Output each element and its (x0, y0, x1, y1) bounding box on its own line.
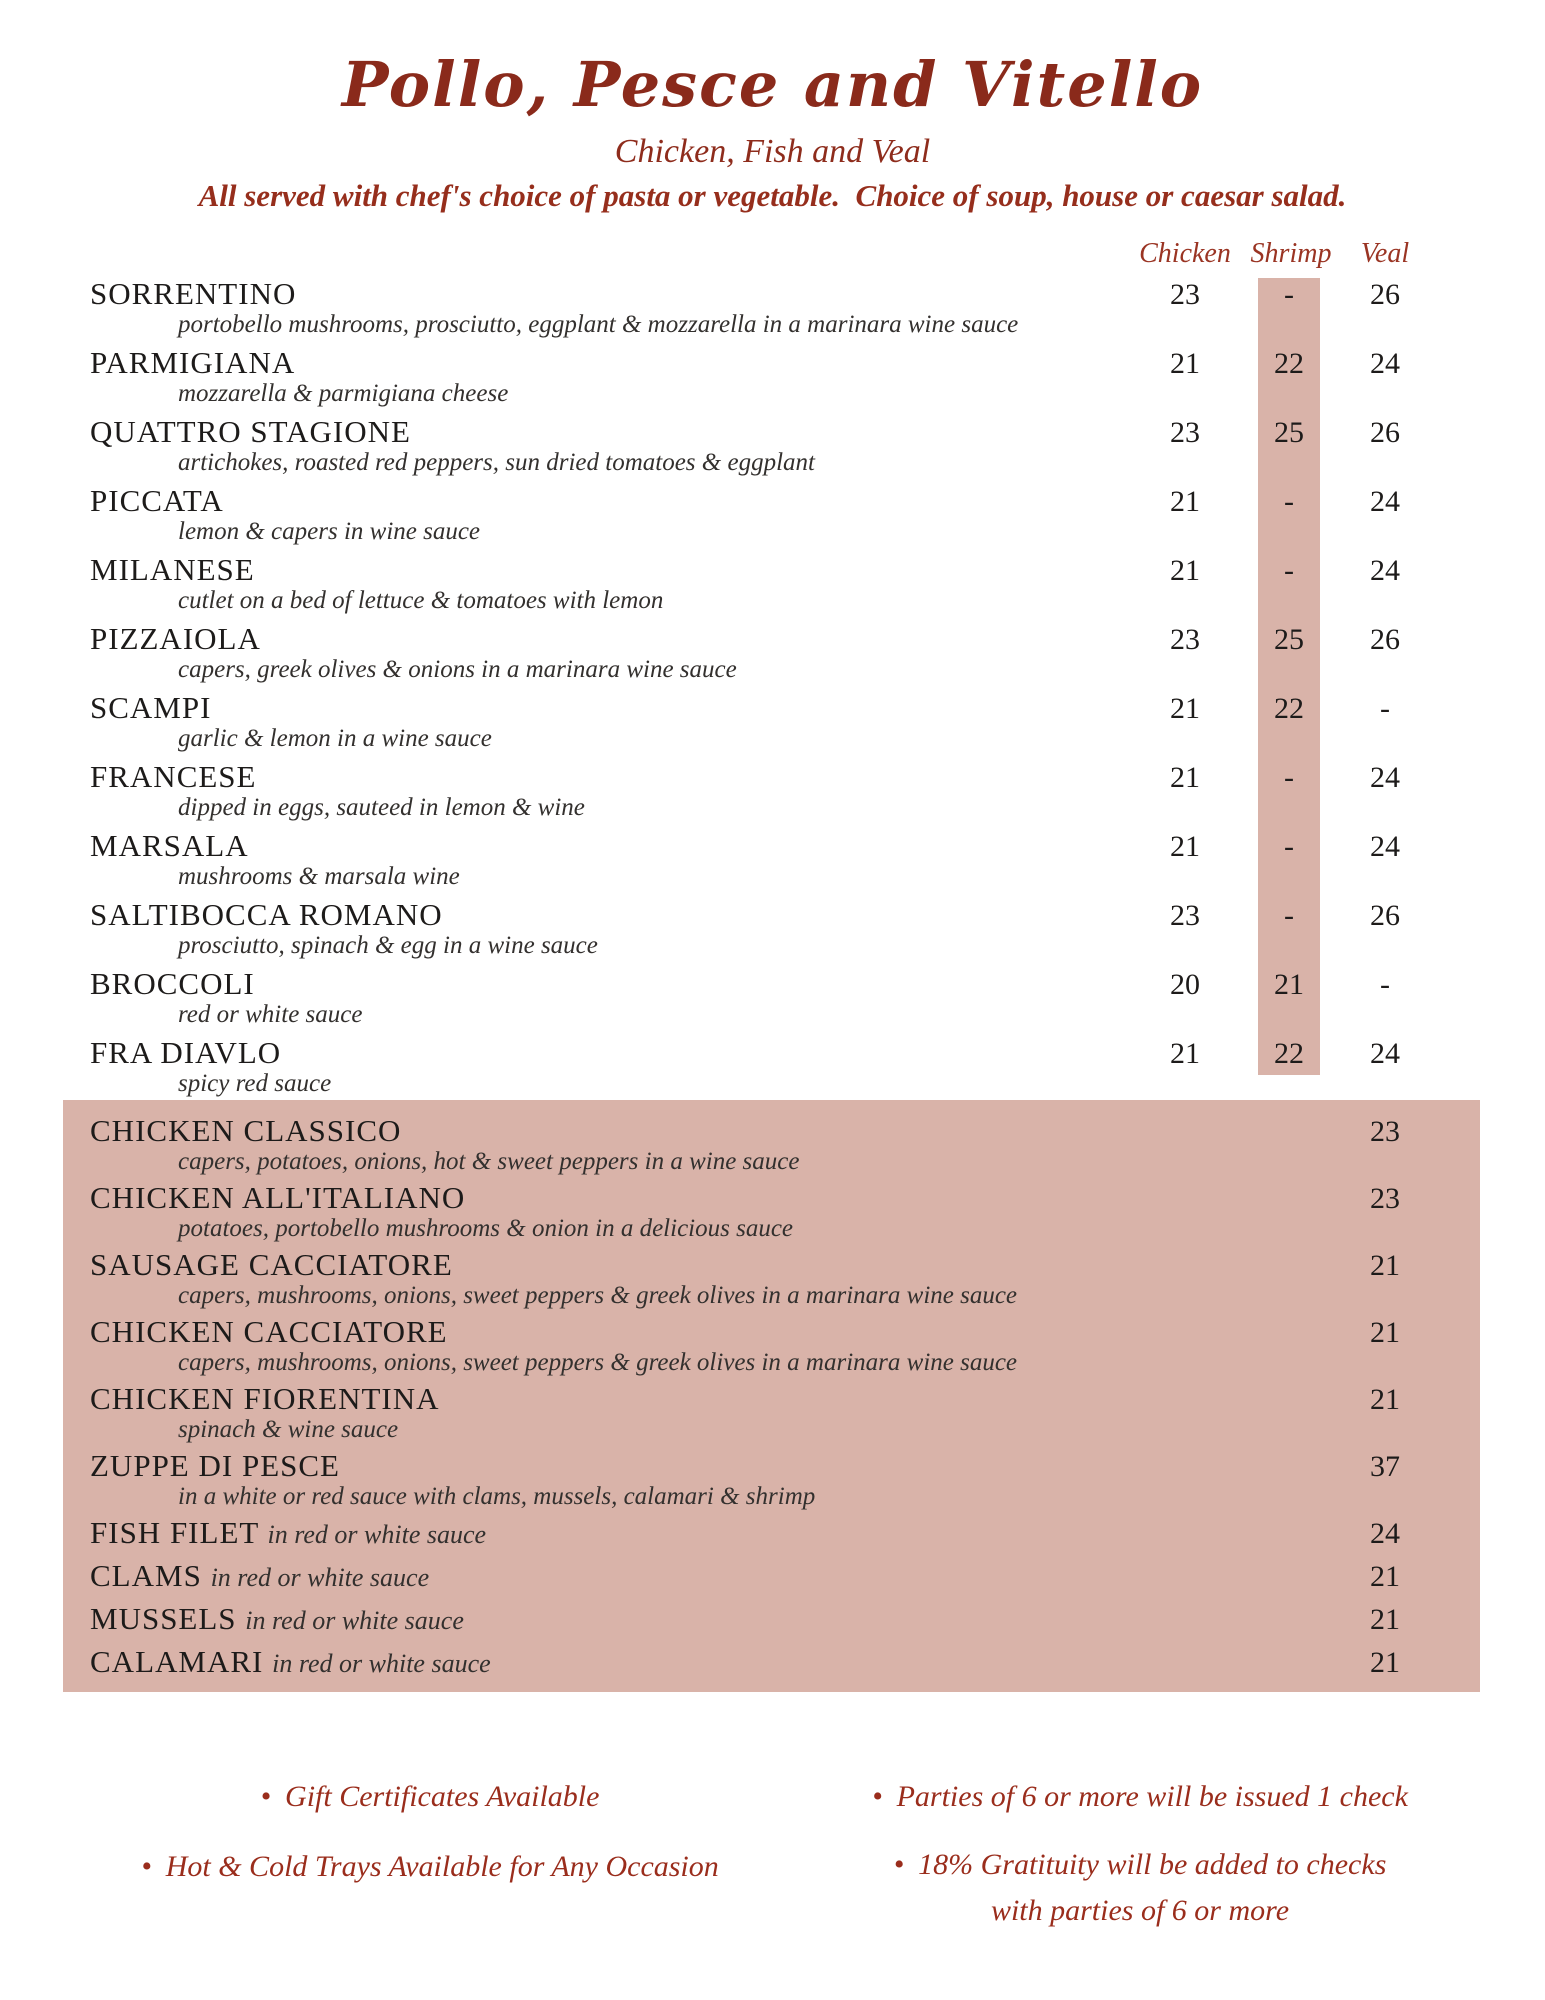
price-shrimp: - (1284, 278, 1294, 311)
page-title: Pollo, Pesce and Vitello (341, 48, 1204, 121)
menu-item (63, 1448, 1480, 1515)
menu-item (0, 1035, 1545, 1104)
price-chicken: 21 (1170, 485, 1200, 518)
menu-item (63, 1381, 1480, 1448)
price-shrimp: 25 (1274, 416, 1304, 449)
price-shrimp: - (1284, 554, 1294, 587)
price: 21 (1370, 1646, 1400, 1679)
price: 23 (1370, 1115, 1400, 1148)
bullet-icon: • (141, 1849, 152, 1883)
item-description: potatoes, portobello mushrooms & onion in a delicious sauce (178, 1215, 794, 1242)
item-description: in red or white sauce (245, 1606, 464, 1635)
menu-item (0, 483, 1545, 552)
price-veal: 24 (1370, 761, 1400, 794)
menu-item (0, 690, 1545, 759)
price: 21 (1370, 1383, 1400, 1416)
footer-note-text: 18% Gratituity will be added to checks with parties of 6 or more (918, 1847, 1387, 1927)
price: 37 (1370, 1450, 1400, 1483)
menu-item (0, 276, 1545, 345)
price-chicken: 23 (1170, 416, 1200, 449)
item-name: MARSALA (90, 828, 249, 863)
menu-item (63, 1247, 1480, 1314)
price-veal: 26 (1370, 899, 1400, 932)
menu-item (0, 414, 1545, 483)
menu-item (63, 1180, 1480, 1247)
bullet-icon: • (260, 1780, 272, 1813)
item-name: QUATTRO STAGIONE (90, 414, 411, 449)
item-name: FISH FILET (90, 1515, 259, 1550)
item-description: mozzarella & parmigiana cheese (178, 380, 509, 407)
item-name: SORRENTINO (90, 276, 297, 311)
page-subtitle: Chicken, Fish and Veal (614, 133, 931, 170)
footer-note (880, 1842, 1400, 1935)
column-header-shrimp: Shrimp (1250, 238, 1332, 269)
menu-item (63, 1113, 1480, 1180)
price: 21 (1370, 1560, 1400, 1593)
item-description: capers, mushrooms, onions, sweet peppers & greek olives in a marinara wine sauce (178, 1349, 1018, 1376)
page-tagline: All served with chef's choice of pasta or vegetable. Choice of soup, house or caesar salad. (198, 178, 1347, 213)
price-shrimp: - (1284, 830, 1294, 863)
price-veal: 24 (1370, 1037, 1400, 1070)
item-name: MILANESE (90, 552, 255, 587)
item-description: spinach & wine sauce (178, 1416, 399, 1443)
bullet-icon: • (872, 1780, 883, 1813)
item-name: FRANCESE (90, 759, 257, 794)
price-chicken: 23 (1170, 623, 1200, 656)
price-veal: 24 (1370, 347, 1400, 380)
price-shrimp: 22 (1274, 1037, 1304, 1070)
item-description: capers, potatoes, onions, hot & sweet peppers in a wine sauce (178, 1148, 800, 1175)
specialty-section (63, 1100, 1480, 1692)
price-veal: 26 (1370, 623, 1400, 656)
item-description: in red or white sauce (210, 1563, 430, 1592)
footer-left-column (60, 1778, 800, 1885)
price-shrimp: 22 (1274, 692, 1304, 725)
price-veal: - (1380, 692, 1390, 725)
item-description: prosciutto, spinach & egg in a wine sauce (178, 932, 598, 959)
menu-item (0, 345, 1545, 414)
price-veal: 26 (1370, 416, 1400, 449)
footer-note-text: Gift Certificates Available (285, 1780, 600, 1813)
menu-item (0, 897, 1545, 966)
item-name: CHICKEN ALL'ITALIANO (90, 1180, 466, 1215)
footer-note (60, 1778, 800, 1816)
item-description: portobello mushrooms, prosciutto, eggplant & mozzarella in a marinara wine sauce (178, 311, 1019, 338)
item-name: CHICKEN CLASSICO (90, 1113, 402, 1148)
menu-item (63, 1314, 1480, 1381)
item-description: spicy red sauce (178, 1070, 332, 1097)
menu-item (0, 621, 1545, 690)
item-name: CLAMS (90, 1558, 202, 1593)
footer-right-column (810, 1778, 1470, 1935)
item-name: SAUSAGE CACCIATORE (90, 1247, 453, 1282)
price-shrimp: 21 (1274, 968, 1304, 1001)
item-name: FRA DIAVLO (90, 1035, 282, 1070)
footer-note-text: Parties of 6 or more will be issued 1 check (896, 1780, 1408, 1813)
price-veal: 26 (1370, 278, 1400, 311)
item-description: lemon & capers in wine sauce (178, 518, 481, 545)
item-name: SALTIBOCCA ROMANO (90, 897, 443, 932)
item-description: in a white or red sauce with clams, mussels, calamari & shrimp (178, 1483, 816, 1510)
footer-note-text: Hot & Cold Trays Available for Any Occasion (165, 1849, 719, 1883)
item-description: dipped in eggs, sauteed in lemon & wine (178, 794, 585, 821)
main-menu-list (0, 276, 1545, 1104)
footer-note (60, 1848, 800, 1886)
price-chicken: 23 (1170, 899, 1200, 932)
item-description: capers, greek olives & onions in a marinara wine sauce (178, 656, 737, 683)
menu-item (63, 1644, 1480, 1687)
menu-item (0, 828, 1545, 897)
item-name: CHICKEN CACCIATORE (90, 1314, 448, 1349)
price-chicken: 21 (1170, 692, 1200, 725)
price-chicken: 21 (1170, 347, 1200, 380)
price-veal: 24 (1370, 554, 1400, 587)
item-name: BROCCOLI (90, 966, 255, 1001)
menu-item (0, 552, 1545, 621)
price: 21 (1370, 1316, 1400, 1349)
price-shrimp: - (1284, 761, 1294, 794)
price-shrimp: 22 (1274, 347, 1304, 380)
item-description: capers, mushrooms, onions, sweet peppers & greek olives in a marinara wine sauce (178, 1282, 1018, 1309)
menu-item (63, 1515, 1480, 1558)
item-description: mushrooms & marsala wine (178, 863, 460, 890)
item-description: garlic & lemon in a wine sauce (178, 725, 492, 752)
price-chicken: 21 (1170, 1037, 1200, 1070)
item-name: MUSSELS (90, 1601, 237, 1636)
item-description: in red or white sauce (267, 1520, 487, 1549)
item-description: artichokes, roasted red peppers, sun dried tomatoes & eggplant (178, 449, 815, 476)
item-description: cutlet on a bed of lettuce & tomatoes with lemon (178, 587, 664, 614)
item-name: PARMIGIANA (90, 345, 296, 380)
price-shrimp: - (1284, 485, 1294, 518)
price-veal: - (1380, 968, 1390, 1001)
menu-item (63, 1601, 1480, 1644)
price: 23 (1370, 1182, 1400, 1215)
column-header-chicken: Chicken (1139, 238, 1231, 269)
price-chicken: 21 (1170, 761, 1200, 794)
footer-note (810, 1778, 1470, 1816)
price-chicken: 23 (1170, 278, 1200, 311)
price-veal: 24 (1370, 830, 1400, 863)
price-chicken: 21 (1170, 830, 1200, 863)
price-shrimp: - (1284, 899, 1294, 932)
column-header-veal: Veal (1360, 238, 1410, 269)
item-name: SCAMPI (90, 690, 212, 725)
menu-item (0, 966, 1545, 1035)
price-chicken: 20 (1170, 968, 1200, 1001)
price-chicken: 21 (1170, 554, 1200, 587)
item-name: PICCATA (90, 483, 224, 518)
item-name: ZUPPE DI PESCE (90, 1448, 340, 1483)
price: 21 (1370, 1249, 1400, 1282)
item-description: in red or white sauce (272, 1649, 491, 1678)
price: 21 (1370, 1603, 1400, 1636)
price-veal: 24 (1370, 485, 1400, 518)
price-shrimp: 25 (1274, 623, 1304, 656)
item-description: red or white sauce (178, 1001, 363, 1028)
menu-item (63, 1558, 1480, 1601)
item-name: PIZZAIOLA (90, 621, 261, 656)
bullet-icon: • (893, 1847, 905, 1881)
price: 24 (1370, 1517, 1400, 1550)
menu-item (0, 759, 1545, 828)
item-name: CHICKEN FIORENTINA (90, 1381, 440, 1416)
item-name: CALAMARI (90, 1644, 264, 1679)
